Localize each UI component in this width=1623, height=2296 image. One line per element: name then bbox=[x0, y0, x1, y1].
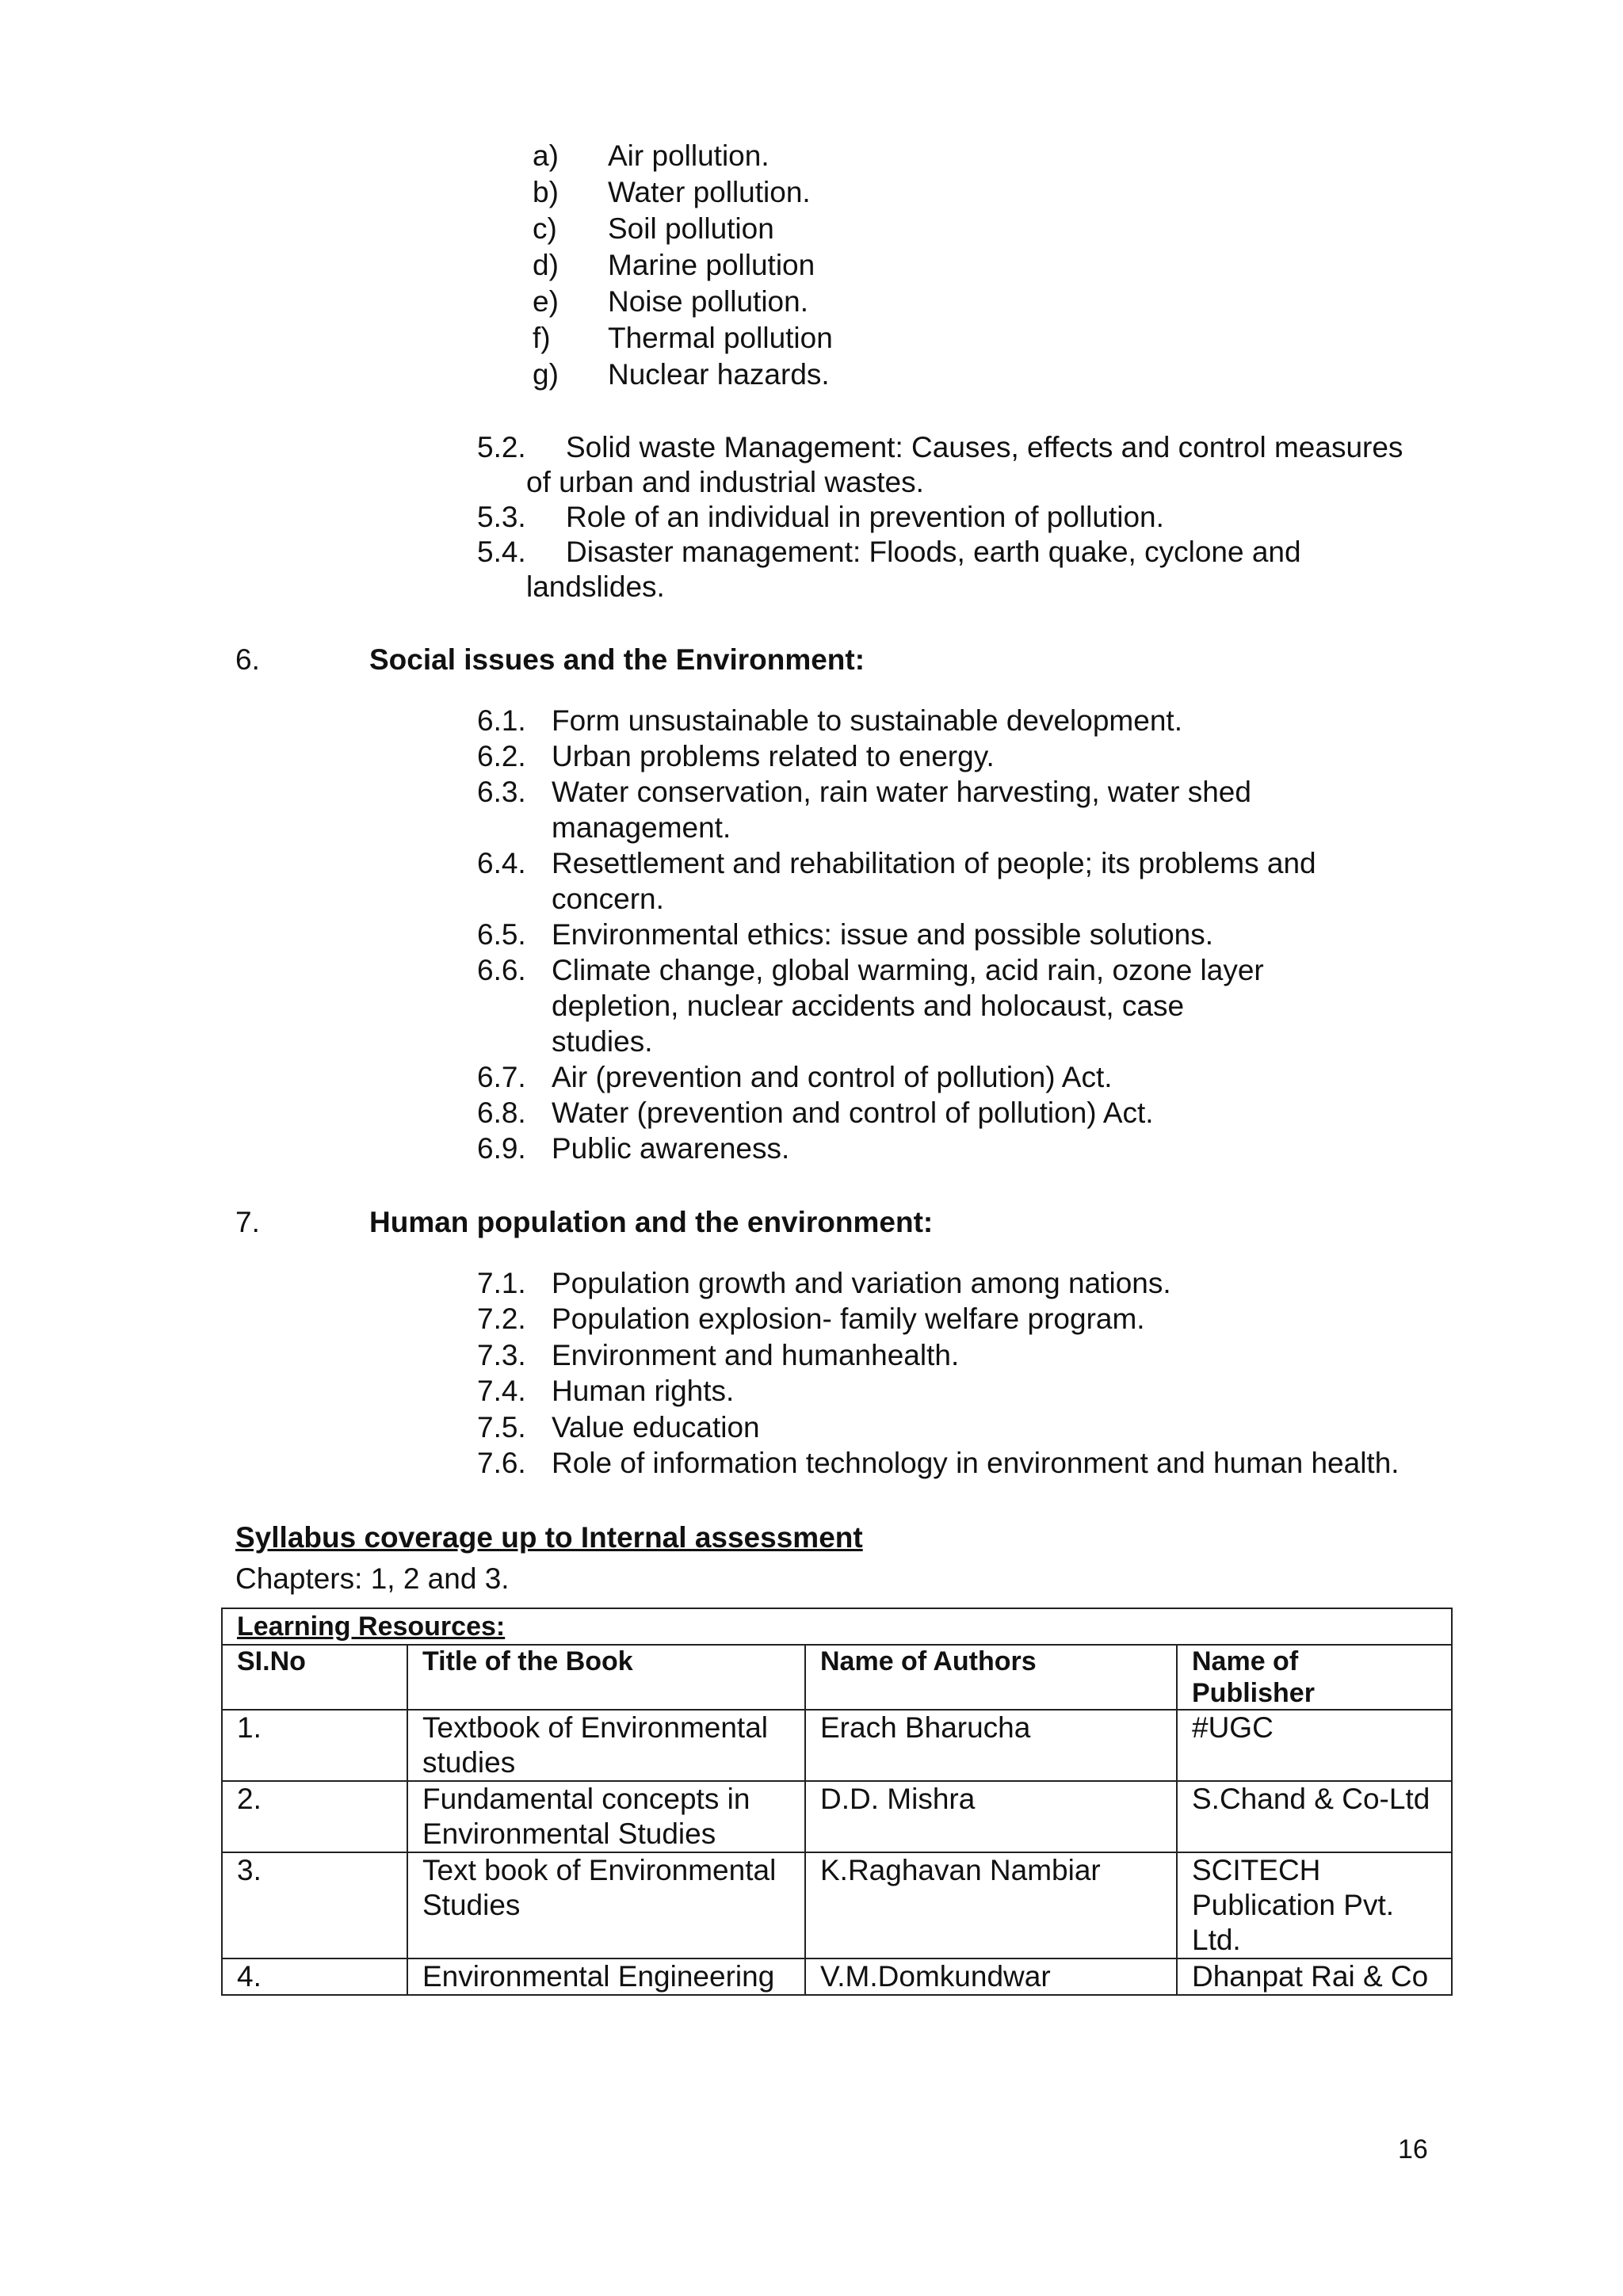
item-number: 6.6. bbox=[477, 954, 526, 986]
table-header-row bbox=[222, 1645, 1452, 1710]
item-number: 7.2. bbox=[477, 1302, 526, 1335]
cell-text: Dhanpat Rai & Co bbox=[1192, 1960, 1429, 1993]
item-text: Climate change, global warming, acid rain, ozone layer bbox=[552, 954, 1264, 986]
cell-title bbox=[407, 1710, 805, 1781]
learning-resources-table bbox=[221, 1608, 1453, 1996]
item-text: Form unsustainable to sustainable development. bbox=[552, 704, 1182, 737]
cell-publisher bbox=[1177, 1852, 1452, 1958]
item-letter: c) bbox=[533, 212, 557, 245]
header-text: Name of bbox=[1192, 1646, 1299, 1676]
cell-author: D.D. Mishra bbox=[805, 1781, 1177, 1852]
cell-text: Environmental Studies bbox=[422, 1817, 716, 1850]
coverage-chapters: Chapters: 1, 2 and 3. bbox=[235, 1562, 510, 1595]
cell-text: Text book of Environmental bbox=[422, 1854, 777, 1886]
item-number: 7.4. bbox=[477, 1375, 526, 1407]
item-text: Air pollution. bbox=[608, 139, 769, 172]
item-text: Role of information technology in environment and human health. bbox=[552, 1447, 1400, 1479]
item-number: 6.2. bbox=[477, 740, 526, 772]
cell-publisher bbox=[1177, 1781, 1452, 1852]
cell-text: Textbook of Environmental bbox=[422, 1711, 769, 1744]
item-number: 7.3. bbox=[477, 1339, 526, 1371]
item-number: 6.4. bbox=[477, 847, 526, 879]
item-number: 5.2. bbox=[477, 431, 526, 463]
item-number: 7.5. bbox=[477, 1411, 526, 1444]
cell-publisher bbox=[1177, 1710, 1452, 1781]
header-publisher bbox=[1177, 1645, 1452, 1710]
item-number: 6.7. bbox=[477, 1061, 526, 1093]
item-number: 5.3. bbox=[477, 501, 526, 533]
item-text: Environmental ethics: issue and possible solutions. bbox=[552, 918, 1214, 951]
header-title bbox=[407, 1645, 805, 1710]
cell-slno: 2. bbox=[222, 1781, 407, 1852]
cell-text: SCITECH bbox=[1192, 1854, 1321, 1886]
item-letter: e) bbox=[533, 285, 559, 318]
item-number: 5.4. bbox=[477, 536, 526, 568]
item-number: 6.8. bbox=[477, 1097, 526, 1129]
item-number: 6.1. bbox=[477, 704, 526, 737]
item-text: Disaster management: Floods, earth quake, cyclone and bbox=[566, 536, 1301, 568]
item-number: 7.6. bbox=[477, 1447, 526, 1479]
cell-title bbox=[407, 1852, 805, 1958]
table-caption-row bbox=[222, 1608, 1452, 1645]
cell-text: Publication Pvt. bbox=[1192, 1889, 1395, 1921]
cell-text: Environmental Engineering bbox=[422, 1960, 775, 1993]
item-text: Soil pollution bbox=[608, 212, 774, 245]
item-text: Water (prevention and control of pollution) Act. bbox=[552, 1097, 1154, 1129]
item-letter: d) bbox=[533, 249, 559, 281]
section-title: Human population and the environment: bbox=[369, 1206, 934, 1238]
cell-author: V.M.Domkundwar bbox=[805, 1958, 1177, 1995]
item-text: Air (prevention and control of pollution) Act. bbox=[552, 1061, 1113, 1093]
cell-text: Ltd. bbox=[1192, 1924, 1241, 1956]
item-letter: b) bbox=[533, 176, 559, 208]
cell-title bbox=[407, 1958, 805, 1995]
cell-slno: 4. bbox=[222, 1958, 407, 1995]
cell-text: Studies bbox=[422, 1889, 521, 1921]
item-text: Public awareness. bbox=[552, 1132, 790, 1165]
item-text-cont: depletion, nuclear accidents and holocaust, case bbox=[552, 990, 1185, 1022]
header-authors bbox=[805, 1645, 1177, 1710]
table-caption: Learning Resources: bbox=[222, 1608, 1452, 1645]
cell-slno: 1. bbox=[222, 1710, 407, 1781]
cell-slno: 3. bbox=[222, 1852, 407, 1958]
table-row bbox=[222, 1958, 1452, 1995]
item-text: Nuclear hazards. bbox=[608, 358, 830, 391]
item-text: Value education bbox=[552, 1411, 760, 1444]
item-text: Resettlement and rehabilitation of people; its problems and bbox=[552, 847, 1316, 879]
item-number: 7.1. bbox=[477, 1267, 526, 1299]
header-text: Title of the Book bbox=[422, 1646, 633, 1676]
header-text: Name of Authors bbox=[820, 1646, 1037, 1676]
item-letter: f) bbox=[533, 322, 551, 354]
item-text-cont: management. bbox=[552, 811, 731, 844]
item-text: Noise pollution. bbox=[608, 285, 808, 318]
page-number: 16 bbox=[1398, 2134, 1428, 2164]
item-text-cont: of urban and industrial wastes. bbox=[526, 466, 924, 498]
item-text: Urban problems related to energy. bbox=[552, 740, 995, 772]
cell-text: #UGC bbox=[1192, 1711, 1274, 1744]
section-number: 6. bbox=[235, 643, 260, 676]
cell-author: K.Raghavan Nambiar bbox=[805, 1852, 1177, 1958]
item-text: Water pollution. bbox=[608, 176, 811, 208]
item-letter: a) bbox=[533, 139, 559, 172]
table-row bbox=[222, 1852, 1452, 1958]
item-text: Human rights. bbox=[552, 1375, 735, 1407]
table-row bbox=[222, 1781, 1452, 1852]
item-text: Population growth and variation among nations. bbox=[552, 1267, 1171, 1299]
cell-text: Fundamental concepts in bbox=[422, 1783, 750, 1815]
cell-author: Erach Bharucha bbox=[805, 1710, 1177, 1781]
item-text: Population explosion- family welfare program. bbox=[552, 1302, 1145, 1335]
cell-title bbox=[407, 1781, 805, 1852]
item-text: Water conservation, rain water harvesting, water shed bbox=[552, 776, 1251, 808]
item-text: Marine pollution bbox=[608, 249, 815, 281]
header-text: Publisher bbox=[1192, 1678, 1315, 1708]
item-text-cont: concern. bbox=[552, 883, 664, 915]
table-row bbox=[222, 1710, 1452, 1781]
section-number: 7. bbox=[235, 1206, 260, 1238]
item-letter: g) bbox=[533, 358, 559, 391]
header-slno bbox=[222, 1645, 407, 1710]
item-text-cont: landslides. bbox=[526, 570, 665, 603]
item-text: Environment and humanhealth. bbox=[552, 1339, 960, 1371]
item-text: Solid waste Management: Causes, effects and control measures bbox=[566, 431, 1403, 463]
cell-publisher bbox=[1177, 1958, 1452, 1995]
cell-text: studies bbox=[422, 1746, 516, 1779]
coverage-heading: Syllabus coverage up to Internal assessment bbox=[235, 1521, 863, 1554]
item-text: Thermal pollution bbox=[608, 322, 833, 354]
item-text: Role of an individual in prevention of pollution. bbox=[566, 501, 1164, 533]
item-number: 6.5. bbox=[477, 918, 526, 951]
item-number: 6.3. bbox=[477, 776, 526, 808]
section-title: Social issues and the Environment: bbox=[369, 643, 865, 676]
item-number: 6.9. bbox=[477, 1132, 526, 1165]
cell-text: S.Chand & Co-Ltd bbox=[1192, 1783, 1430, 1815]
header-text: SI.No bbox=[237, 1646, 306, 1676]
item-text-cont: studies. bbox=[552, 1025, 653, 1058]
